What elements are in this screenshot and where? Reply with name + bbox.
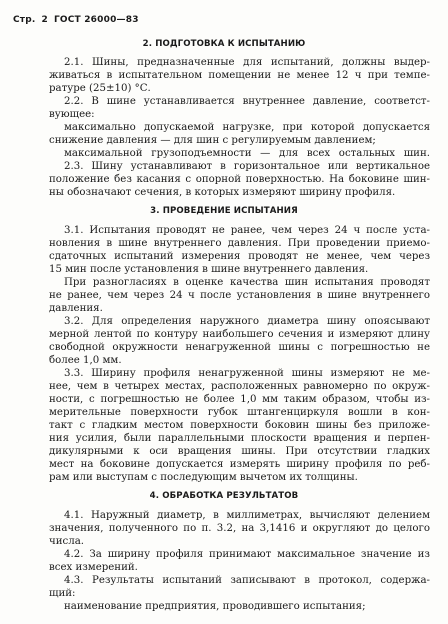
page-label: Стр. — [13, 15, 36, 25]
paragraph-line: максимальной грузоподъемности — для всех остальных шин. — [64, 148, 430, 159]
paragraph-line: 4.1. Наружный диаметр, в миллиметрах, вычисляют делением — [64, 510, 430, 521]
section-heading-results: 4. ОБРАБОТКА РЕЗУЛЬТАТОВ — [149, 491, 299, 501]
section-heading-testing: 3. ПРОВЕДЕНИЕ ИСПЫТАНИЯ — [150, 206, 298, 216]
paragraph-line: ности, с погрешностью не более 1,0 мм таким образом, чтобы из- — [49, 394, 430, 405]
paragraph-line: 3.3. Ширину профиля ненагруженной шины измеряют не ме- — [64, 368, 430, 379]
paragraph-line: При разногласиях в оценке качества шин испытания проводят — [64, 277, 430, 288]
paragraph-line: наименование предприятия, проводившего испытания; — [64, 601, 366, 612]
paragraph-line: живаться в испытательном помещении не менее 12 ч при темпе- — [49, 70, 430, 81]
page-header — [13, 15, 139, 25]
paragraph-line: всех измерений. — [49, 562, 138, 573]
paragraph-line: новления в шине внутреннего давления. При проведении приемо- — [49, 238, 430, 249]
paragraph-line: мерной лентой по контуру наибольшего сечения и измеряют длину — [49, 329, 430, 340]
page-number: 2 — [41, 15, 48, 25]
paragraph-line: ратуре (25±10) °С. — [49, 83, 151, 94]
paragraph-line: не ранее, чем через 24 ч после установления в шине внутреннего — [49, 290, 430, 301]
section-heading-preparation: 2. ПОДГОТОВКА К ИСПЫТАНИЮ — [142, 39, 306, 49]
paragraph-line: давления. — [49, 303, 103, 314]
paragraph-line: 4.2. За ширину профиля принимают максимальное значение из — [64, 549, 430, 560]
paragraph-line: сдаточных испытаний измерения проводят не менее, чем через — [49, 251, 430, 262]
paragraph-line: такт с гладким местом поверхности боковин шины без приложе- — [49, 420, 430, 431]
paragraph-line: 3.2. Для определения наружного диаметра шину опоясывают — [64, 316, 430, 327]
paragraph-line: значения, полученного по п. 3.2, на 3,1416 и округляют до целого — [49, 523, 430, 534]
paragraph-line: дикулярными к оси вращения шины. При отсутствии гладких — [49, 446, 430, 457]
paragraph-line: 4.3. Результаты испытаний записывают в протокол, содержа- — [64, 575, 430, 586]
paragraph-line: ны обозначают сечения, в которых измеряют ширину профиля. — [49, 187, 396, 198]
paragraph-line: более 1,0 мм. — [49, 355, 122, 366]
paragraph-line: 2.3. Шину устанавливают в горизонтальное или вертикальное — [64, 161, 430, 172]
paragraph-line: свободной окружности ненагруженной шины с погрешностью не — [49, 342, 430, 353]
paragraph-line: числа. — [49, 536, 85, 547]
paragraph-line: вующее: — [49, 109, 95, 120]
paragraph-line: 15 мин после установления в шине внутреннего давления. — [49, 264, 369, 275]
paragraph-line: мерительные поверхности губок штангенциркуля вошли в кон- — [49, 407, 430, 418]
paragraph-line: ния усилия, были параллельными плоскости вращения и перпен- — [49, 433, 430, 444]
paragraph-line: 3.1. Испытания проводят не ранее, чем через 24 ч после уста- — [64, 225, 430, 236]
paragraph-line: снижение давления — для шин с регулируемым давлением; — [49, 135, 376, 146]
standard-number: ГОСТ 26000—83 — [53, 15, 139, 25]
paragraph-line: мест на боковине допускается измерять ширину профиля по реб- — [49, 459, 430, 470]
paragraph-line: щий: — [49, 588, 76, 599]
paragraph-line: максимально допускаемой нагрузке, при которой допускается — [64, 122, 430, 133]
paragraph-line: 2.2. В шине устанавливается внутреннее давление, соответст- — [64, 96, 430, 107]
paragraph-line: положение без касания с опорной поверхностью. На боковине шин- — [49, 174, 430, 185]
paragraph-line: 2.1. Шины, предназначенные для испытаний, должны выдер- — [64, 57, 430, 68]
paragraph-line: рам или выступам с последующим вычетом их толщины. — [49, 472, 358, 483]
paragraph-line: нее, чем в четырех местах, расположенных равномерно по окруж- — [49, 381, 430, 392]
